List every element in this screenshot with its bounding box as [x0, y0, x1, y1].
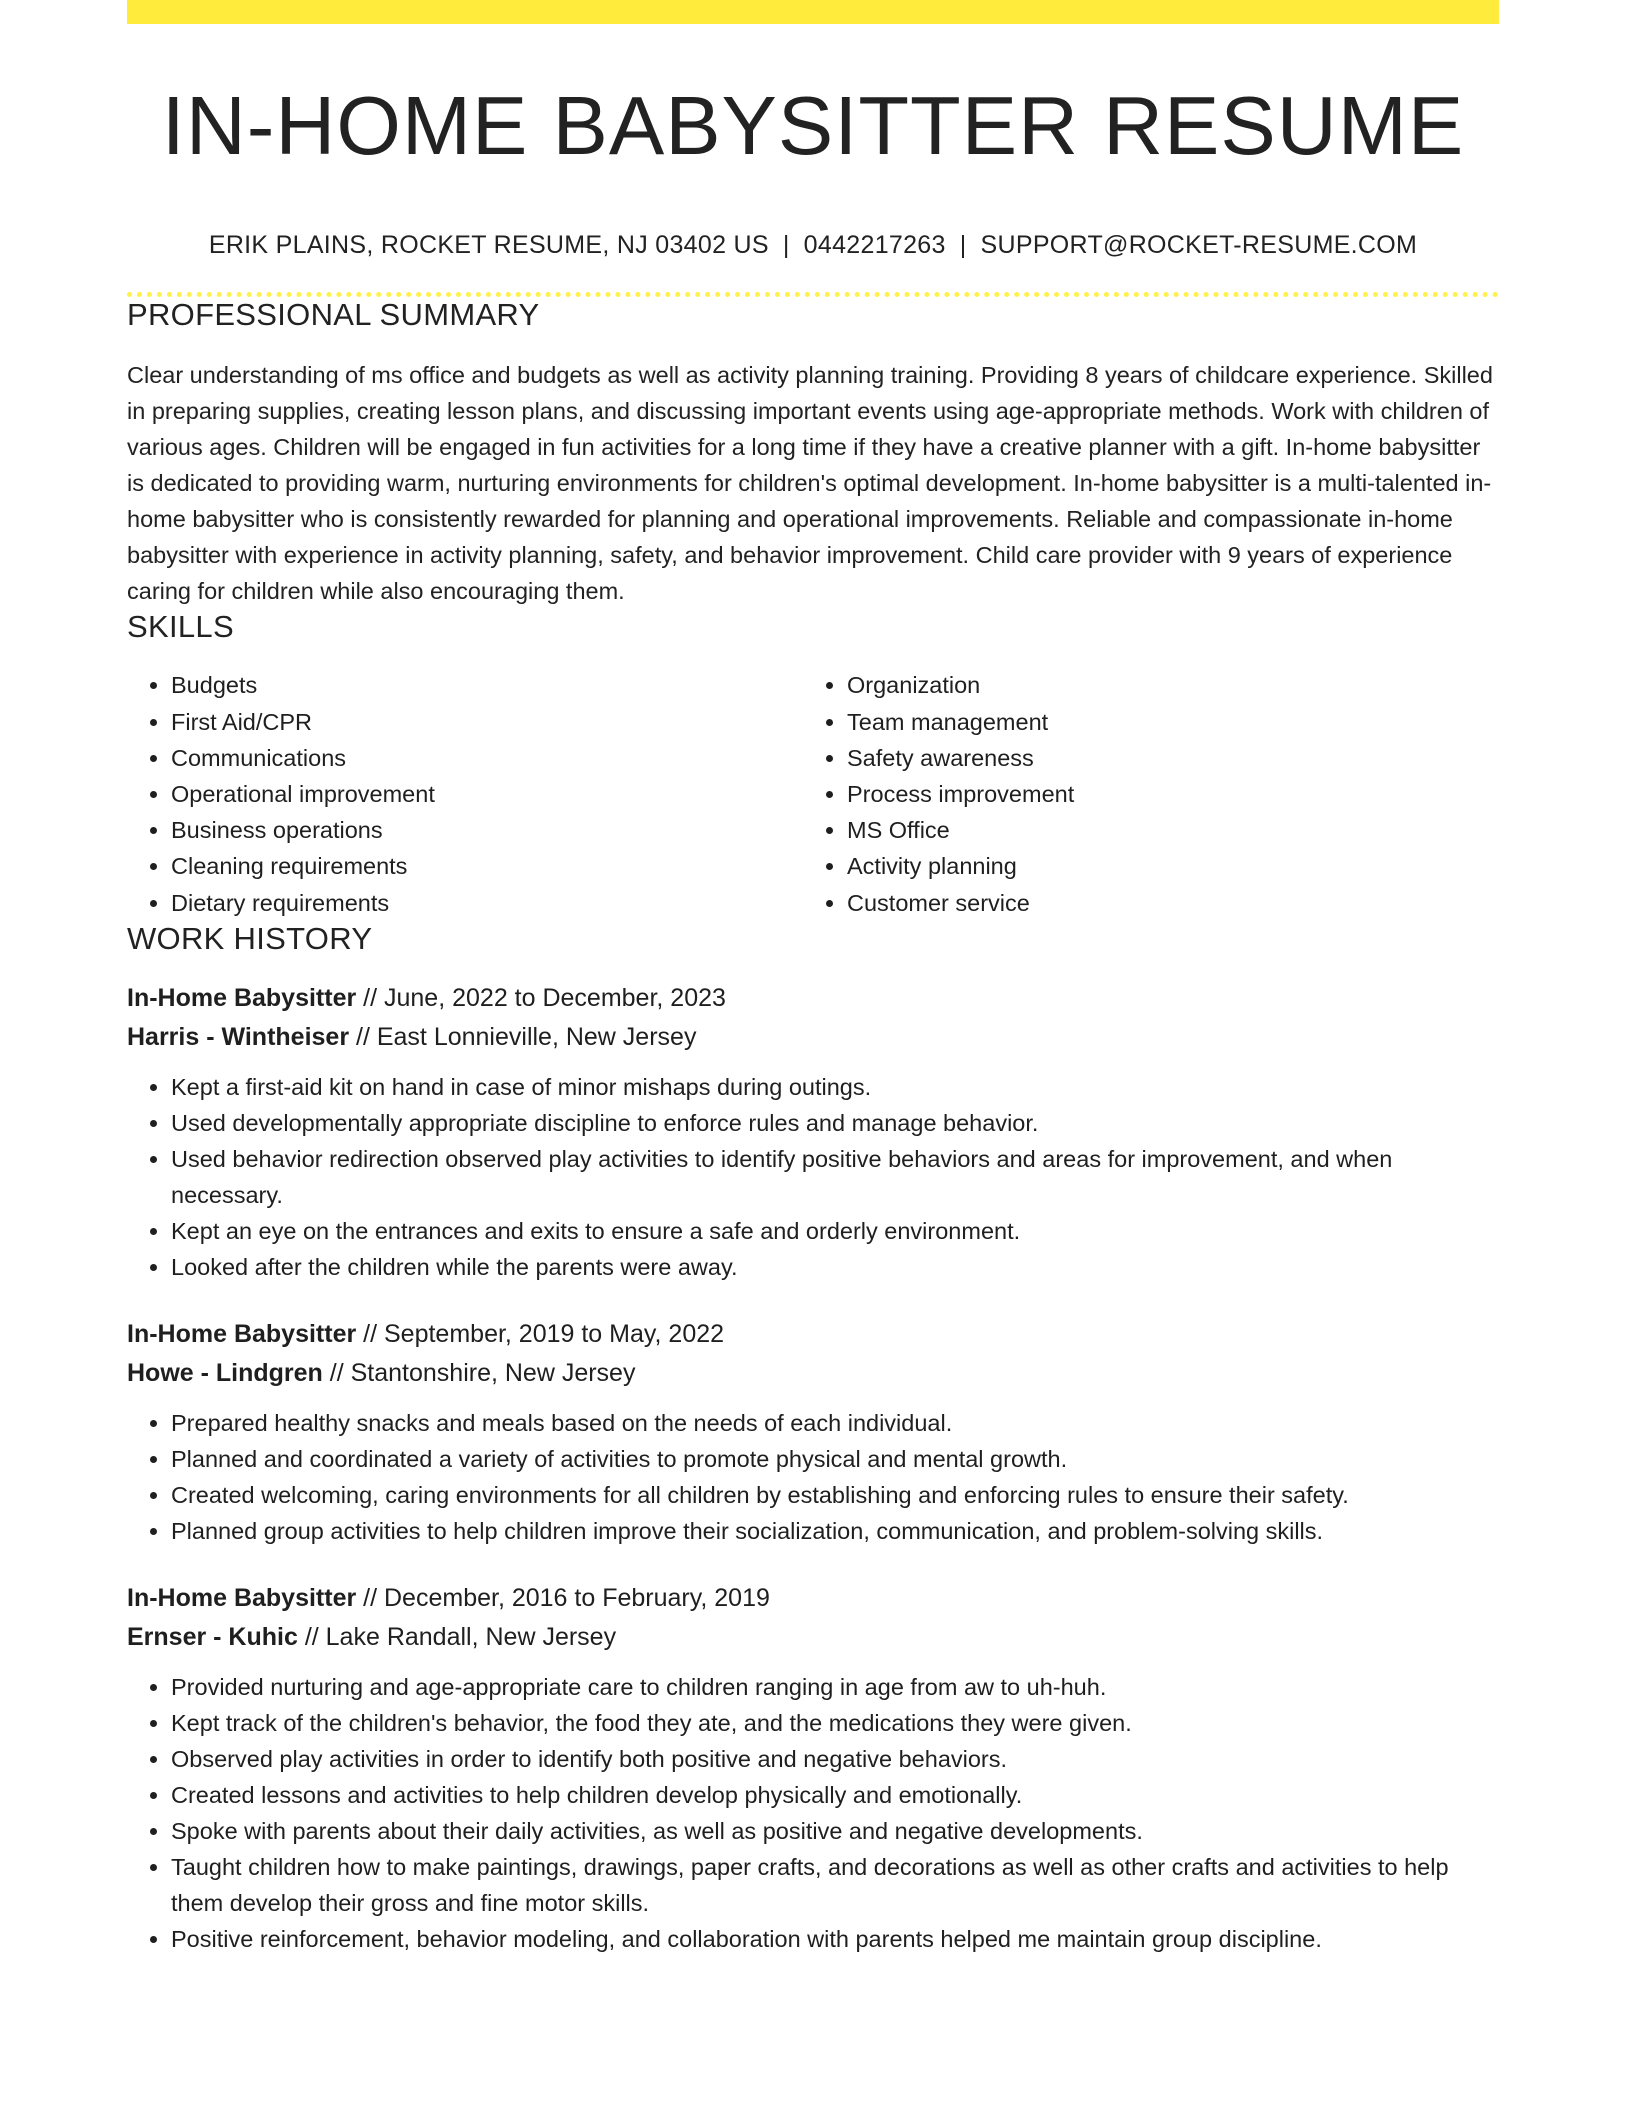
contact-line	[127, 231, 1499, 260]
job-location: // Lake Randall, New Jersey	[297, 1622, 617, 1651]
job-employer-line	[127, 1618, 1499, 1657]
job-bullet: • Prepared healthy snacks and meals based on the needs of each individual.	[171, 1405, 1499, 1441]
skill-item: • Activity planning	[847, 848, 1479, 884]
job-bullet: • Provided nurturing and age-appropriate care to children ranging in age from aw to uh-huh.	[171, 1669, 1499, 1705]
skill-item: • Dietary requirements	[171, 885, 803, 921]
skill-item: • MS Office	[847, 812, 1479, 848]
summary-text: Clear understanding of ms office and budgets as well as activity planning training. Providing 8 years of childcare experience. Skilled in preparing supplies, creating lesson plans, and discussing important events using age-appropriate methods. Work with children of various ages. Children will be engaged in fun activities for a long time if they have a creative planner with a gift. In-home babysitter is dedicated to providing warm, nurturing environments for children's optimal development. In-home babysitter is a multi-talented in-home babysitter who is consistently rewarded for planning and operational improvements. Reliable and compassionate in-home babysitter with experience in activity planning, safety, and behavior improvement. Child care provider with 9 years of experience caring for children while also encouraging them.	[127, 362, 1493, 605]
job-employer: Harris - Wintheiser	[127, 1022, 350, 1051]
job-bullet: • Kept a first-aid kit on hand in case of minor mishaps during outings.	[171, 1069, 1499, 1105]
skill-item: • Customer service	[847, 885, 1479, 921]
job-bullet: • Kept track of the children's behavior, the food they ate, and the medications they were given.	[171, 1705, 1499, 1741]
skill-item: • Communications	[171, 740, 803, 776]
job-bullet: • Used developmentally appropriate discipline to enforce rules and manage behavior.	[171, 1105, 1499, 1141]
skills-heading: SKILLS	[127, 609, 234, 645]
job-location: // Stantonshire, New Jersey	[322, 1358, 636, 1387]
job-bullet: • Created welcoming, caring environments for all children by establishing and enforcing rules to ensure their safety.	[171, 1477, 1499, 1513]
job-dates: // September, 2019 to May, 2022	[356, 1319, 725, 1348]
skills-list	[127, 667, 1499, 920]
job-bullet: • Created lessons and activities to help children develop physically and emotionally.	[171, 1777, 1499, 1813]
job-bullet: • Kept an eye on the entrances and exits to ensure a safe and orderly environment.	[171, 1213, 1499, 1249]
job-bullet: • Positive reinforcement, behavior modeling, and collaboration with parents helped me maintain group discipline.	[171, 1921, 1499, 1957]
job-bullet: • Observed play activities in order to identify both positive and negative behaviors.	[171, 1741, 1499, 1777]
job-entry	[127, 1315, 1499, 1549]
contact-phone: 0442217263	[803, 231, 946, 260]
job-bullet: • Taught children how to make paintings, drawings, paper crafts, and decorations as well as other crafts and activities to help them develop their gross and fine motor skills.	[171, 1849, 1499, 1921]
resume-title: IN-HOME BABYSITTER RESUME	[161, 79, 1465, 172]
job-bullets	[127, 1669, 1499, 1957]
job-bullet: • Used behavior redirection observed play activities to identify positive behaviors and areas for improvement, and when necessary.	[171, 1141, 1499, 1213]
skills-column-right	[803, 667, 1479, 920]
skill-item: • Business operations	[171, 812, 803, 848]
accent-bar	[127, 0, 1499, 24]
job-bullet: • Looked after the children while the parents were away.	[171, 1249, 1499, 1285]
job-title: In-Home Babysitter	[127, 1319, 357, 1348]
job-bullet: • Planned and coordinated a variety of activities to promote physical and mental growth.	[171, 1441, 1499, 1477]
skill-item: • Organization	[847, 667, 1479, 703]
job-title-line	[127, 1315, 1499, 1354]
job-title: In-Home Babysitter	[127, 1583, 357, 1612]
job-entry	[127, 1579, 1499, 1957]
skills-column-left	[127, 667, 803, 920]
job-bullet: • Planned group activities to help children improve their socialization, communication, and problem-solving skills.	[171, 1513, 1499, 1549]
job-entry	[127, 979, 1499, 1285]
contact-address: ERIK PLAINS, ROCKET RESUME, NJ 03402 US	[208, 231, 769, 260]
job-employer-line	[127, 1018, 1499, 1057]
skill-item: • Team management	[847, 704, 1479, 740]
skill-item: • Budgets	[171, 667, 803, 703]
job-title: In-Home Babysitter	[127, 983, 357, 1012]
skill-item: • Process improvement	[847, 776, 1479, 812]
contact-email: SUPPORT@ROCKET-RESUME.COM	[980, 231, 1418, 260]
job-dates: // June, 2022 to December, 2023	[356, 983, 726, 1012]
resume-page	[127, 0, 1499, 1957]
job-employer: Howe - Lindgren	[127, 1358, 323, 1387]
skill-item: • Safety awareness	[847, 740, 1479, 776]
skill-item: • Cleaning requirements	[171, 848, 803, 884]
summary-heading: PROFESSIONAL SUMMARY	[127, 297, 540, 333]
skill-item: • First Aid/CPR	[171, 704, 803, 740]
job-bullets	[127, 1405, 1499, 1549]
job-bullet: • Spoke with parents about their daily activities, as well as positive and negative developments.	[171, 1813, 1499, 1849]
contact-separator: |	[959, 231, 967, 260]
job-bullets	[127, 1069, 1499, 1285]
job-dates: // December, 2016 to February, 2019	[356, 1583, 770, 1612]
job-location: // East Lonnieville, New Jersey	[349, 1022, 697, 1051]
skill-item: • Operational improvement	[171, 776, 803, 812]
job-employer-line	[127, 1354, 1499, 1393]
job-title-line	[127, 979, 1499, 1018]
job-employer: Ernser - Kuhic	[127, 1622, 298, 1651]
contact-separator: |	[782, 231, 790, 260]
job-title-line	[127, 1579, 1499, 1618]
work-history-heading: WORK HISTORY	[127, 920, 373, 956]
